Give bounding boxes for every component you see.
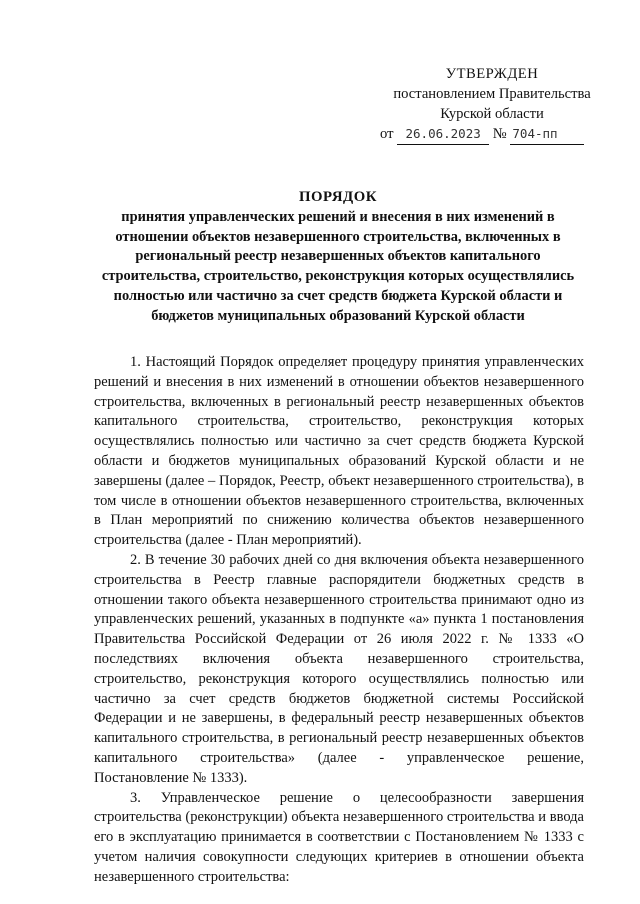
approval-date: 26.06.2023 [397,124,489,145]
title-subtitle: принятия управленческих решений и внесения в них изменений в отношении объектов незавершенного строительства, включенных в региональный реестр незавершенных объектов капитального строительства, строительство, реконструкция которых осуществлялись полностью или частично за счет средств бюджета Курской области и бюджетов муниципальных образований Курской области [101,208,575,324]
title-main: ПОРЯДОК [299,189,377,205]
paragraph-1: 1. Настоящий Порядок определяет процедуру принятия управленческих решений и внесения в них изменений в отношении объектов незавершенного строительства, включенных в региональный реестр незавершенных объектов капитального строительства, строительство, реконструкция которых осуществлялись полностью или частично за счет средств бюджета Курской области и бюджетов муниципальных образований Курской области и не завершены (далее – Порядок, Реестр, объект незавершенного строительства), в том числе в отношении объектов незавершенного строительства, включенных в План мероприятий по снижению количества объектов незавершенного строительства (далее - План мероприятий). [94,354,584,549]
document-body [94,353,584,888]
date-prefix: от [380,126,394,142]
approval-line-2: Курской области [440,106,544,122]
approval-stamp [372,64,612,145]
approval-date-line [372,124,612,145]
paragraph-2: 2. В течение 30 рабочих дней со дня включения объекта незавершенного строительства в Реестр главные распорядители бюджетных средств в отношении такого объекта незавершенного строительства принимают одно из управленческих решений, указанных в подпункте «а» пункта 1 постановления Правительства Российской Федерации от 26 июля 2022 г. № 1333 «О последствиях включения объекта незавершенного строительства, строительство, реконструкция которого осуществлялись полностью или частично за счет средств бюджетов бюджетной системы Российской Федерации и не завершены, в федеральный реестр незавершенных объектов капитального строительства, в региональный реестр незавершенных объектов капитального строительства» (далее - управленческое решение, Постановление № 1333). [94,551,584,786]
paragraph-3: 3. Управленческое решение о целесообразности завершения строительства (реконструкции) объекта незавершенного строительства и ввода его в эксплуатацию принимается в соответствии с Постановлением № 1333 с учетом наличия совокупности следующих критериев в отношении объекта незавершенного строительства: [94,789,584,885]
approval-line-1: постановлением Правительства [393,86,591,102]
number-prefix: № [492,126,507,142]
document-title [88,188,588,327]
approval-heading: УТВЕРЖДЕН [445,66,539,82]
approval-number: 704-пп [510,124,584,145]
